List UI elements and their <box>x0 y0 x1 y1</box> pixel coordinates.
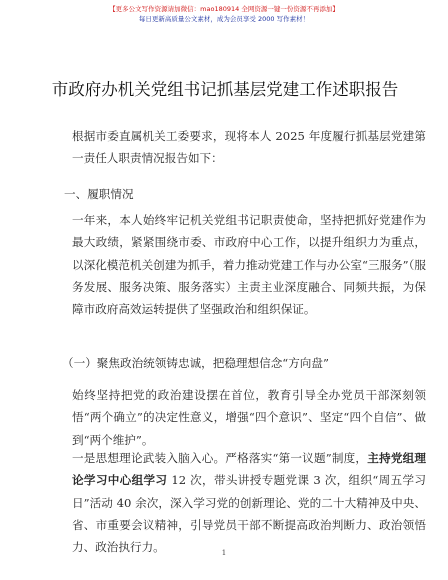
header-banner <box>0 4 448 24</box>
theory-study-paragraph <box>48 447 426 558</box>
banner-promo-line: 【更多公文写作资源请加微信：mao180914 全网资源一键一份资源不再添加】 <box>109 5 339 13</box>
theory-text-bold: 主持党组理论学习中心组学习 <box>72 451 426 488</box>
political-building-paragraph: 始终坚持把党的政治建设摆在首位，教育引导全办党员干部深刻领悟“两个确立”的决定性意义，增强“四个意识”、坚定“四个自信”、做到“两个维护”。 <box>72 388 426 447</box>
banner-update-line: 每日更新高质量公文素材，成为会员享受 2000 写作素材！ <box>138 15 310 23</box>
page-number: 1 <box>221 549 227 557</box>
document-title: 市政府办机关党组书记抓基层党建工作述职报告 <box>51 80 399 99</box>
theory-text-c: 12 次，带头讲授专题党课 3 次，组织“周五学习日”活动 40 余次，深入学习党的创新理论、党的二十大精神及中央、省、市重要会议精神，引导党员干部不断提高政治判断力、政治领悟力、政治执行力。 <box>72 473 426 555</box>
year-summary-paragraph: 一年来，本人始终牢记机关党组书记职责使命，坚持把抓好党建作为最大政绩，紧紧围绕市委、市政府中心工作，以提升组织力为重点，以深化模范机关创建为抓手，着力推动党建工作与办公室“三服务”（服务发展、服务决策、服务落实）主责主业深度融合、同频共振，为保障市政府高效运转提供了坚强政治和组织保证。 <box>72 213 426 317</box>
subheading-political-leadership: （一）聚焦政治统领铸忠诚，把稳理想信念“方向盘” <box>62 356 329 370</box>
section-heading: 一、履职情况 <box>64 187 134 201</box>
intro-paragraph: 根据市委直属机关工委要求，现将本人 2025 年度履行抓基层党建第一责任人职责情况报告如下： <box>72 129 426 166</box>
theory-text-a: 一是思想理论武装入脑入心。严格落实“第一议题”制度， <box>72 451 368 465</box>
